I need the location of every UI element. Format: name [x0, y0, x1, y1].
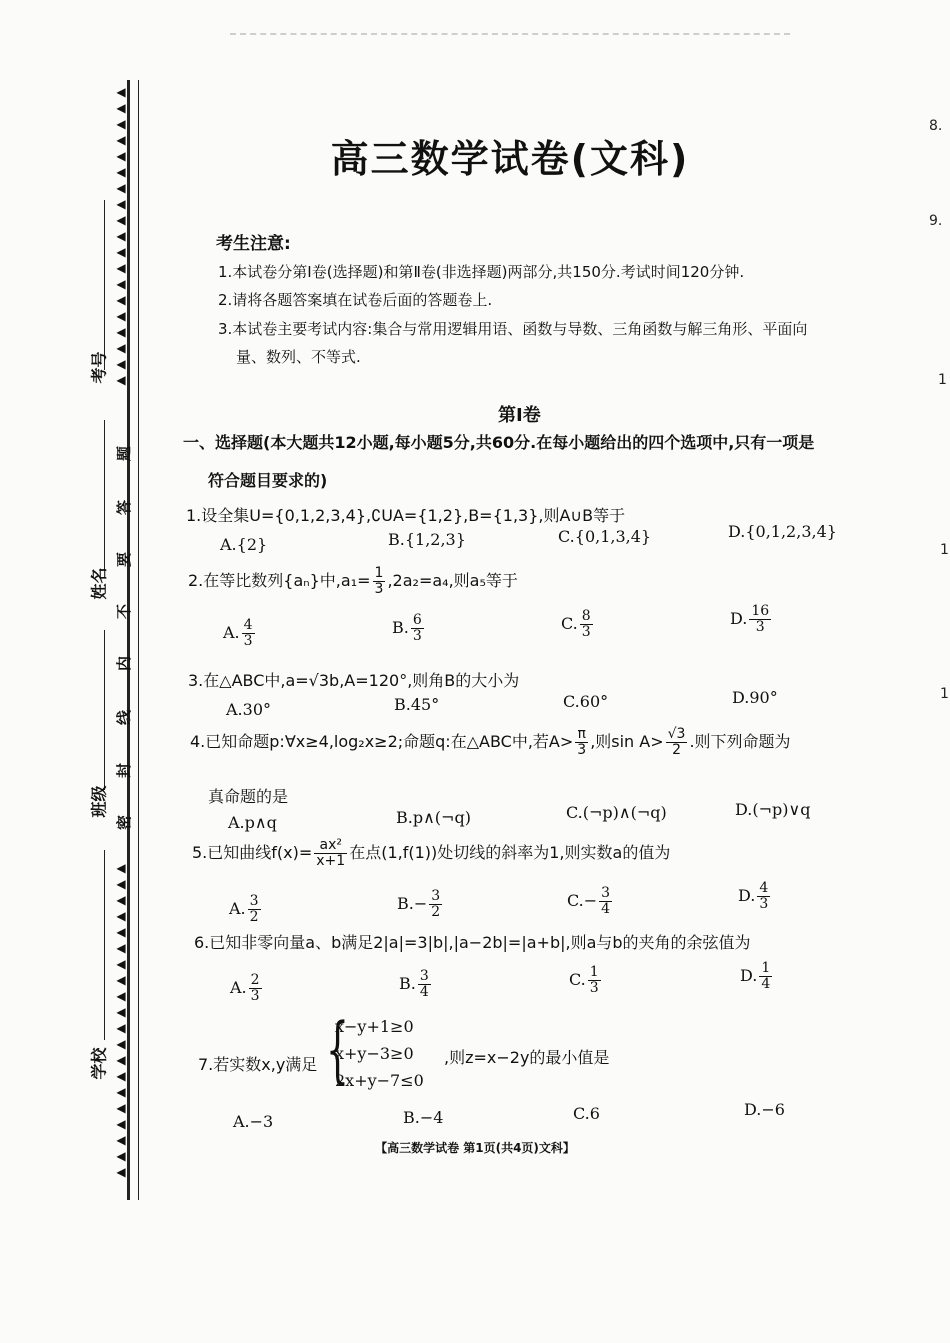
name-line[interactable]: [104, 420, 105, 570]
option-label: A.: [223, 623, 240, 642]
option-fraction: [248, 894, 261, 925]
frac-den: x+1: [316, 853, 346, 869]
question-6-stem: 6.已知非零向量a、b满足2|a|=3|b|,|a−2b|=|a+b|,则a与b的夹角的余弦值为: [194, 933, 751, 952]
frac-num: π: [575, 727, 588, 743]
seal-char: 不: [115, 603, 134, 620]
page-footer: 【高三数学试卷 第1页(共4页)文科】: [375, 1141, 575, 1155]
q4-fraction: [575, 727, 588, 758]
frac-den: 3: [755, 619, 765, 635]
q5-stem-text: 5.已知曲线f(x)=: [192, 843, 313, 862]
q2-stem-text: ,2a₂=a₄,则a₅等于: [387, 571, 518, 590]
edge-fragment: 1: [938, 372, 947, 388]
frac-num: 4: [243, 617, 253, 633]
question-2-stem: [188, 566, 518, 597]
frac-den: 3: [589, 980, 599, 996]
constraint: 2x+y−7≤0: [335, 1071, 424, 1090]
frac-num: ax²: [314, 838, 347, 854]
option-label: A.: [229, 899, 246, 918]
exam-number-label: 考号: [89, 351, 109, 384]
q3-option-a[interactable]: A.30°: [226, 700, 271, 719]
q7-option-a[interactable]: A.−3: [233, 1112, 274, 1131]
triangle-column-top: ◀ ◀ ◀ ◀ ◀ ◀ ◀ ◀ ◀ ◀ ◀ ◀ ◀ ◀ ◀ ◀ ◀ ◀ ◀: [116, 85, 126, 387]
option-label: D.: [738, 886, 756, 905]
option-fraction: [429, 889, 442, 920]
option-label: B.: [397, 894, 414, 913]
frac-num: 2: [250, 972, 260, 988]
frac-num: 8: [581, 608, 591, 624]
q2-option-a[interactable]: [223, 618, 257, 649]
seal-char: 要: [115, 551, 134, 568]
frac-den: 3: [374, 581, 384, 597]
constraint: x+y−3≥0: [335, 1044, 414, 1063]
frac-num: 1: [761, 960, 771, 976]
constraint-system: [335, 1017, 424, 1098]
notice-item: 2.请将各题答案填在试卷后面的答题卷上.: [218, 291, 493, 309]
class-label: 班级: [89, 785, 109, 818]
frac-den: 4: [419, 984, 429, 1000]
q4-stem-text: .则下列命题为: [689, 732, 791, 751]
option-fraction: [599, 886, 612, 917]
q6-option-b[interactable]: [399, 969, 433, 1000]
frac-num: 6: [412, 612, 422, 628]
frac-num: 3: [249, 893, 259, 909]
q2-option-d[interactable]: [730, 604, 773, 635]
frac-num: 3: [431, 888, 441, 904]
frac-den: 3: [412, 628, 422, 644]
seal-char: 密: [115, 814, 134, 831]
q2-option-b[interactable]: [392, 613, 426, 644]
option-label: C.: [567, 891, 584, 910]
class-line[interactable]: [104, 630, 105, 790]
q6-option-d[interactable]: [740, 961, 774, 992]
seal-char: 答: [115, 499, 134, 516]
edge-fragment: 9.: [929, 213, 943, 229]
notice-heading: 考生注意:: [216, 234, 291, 254]
option-label: C.: [569, 970, 586, 989]
q5-stem-text: 在点(1,f(1))处切线的斜率为1,则实数a的值为: [349, 843, 671, 862]
q1-option-b[interactable]: B.{1,2,3}: [388, 530, 466, 549]
part-heading-cont: 符合题目要求的): [208, 471, 328, 490]
q1-option-c[interactable]: C.{0,1,3,4}: [558, 527, 652, 546]
q3-option-b[interactable]: B.45°: [394, 695, 440, 714]
notice-item: 1.本试卷分第Ⅰ卷(选择题)和第Ⅱ卷(非选择题)两部分,共150分.考试时间120分钟.: [218, 263, 745, 281]
option-fraction: [588, 965, 601, 996]
page-title: 高三数学试卷(文科): [330, 137, 690, 181]
q6-option-a[interactable]: [230, 973, 264, 1004]
school-label: 学校: [89, 1047, 109, 1080]
frac-num: √3: [667, 726, 686, 742]
school-line[interactable]: [104, 850, 105, 1040]
edge-fragment: 1: [940, 542, 949, 558]
option-fraction: [249, 973, 262, 1004]
option-label: C.: [561, 614, 578, 633]
q2-stem-text: 2.在等比数列{aₙ}中,a₁=: [188, 571, 371, 590]
q5-option-c[interactable]: [567, 886, 614, 917]
seal-char: 题: [115, 445, 134, 462]
frac-den: 2: [431, 904, 441, 920]
notice-item: 3.本试卷主要考试内容:集合与常用逻辑用语、函数与导数、三角函数与解三角形、平面向: [218, 320, 808, 338]
frac-num: 1: [589, 964, 599, 980]
frac-den: 3: [250, 988, 260, 1004]
q6-option-c[interactable]: [569, 965, 603, 996]
q4-fraction: [666, 727, 688, 758]
option-label: A.: [230, 978, 247, 997]
seal-char: 线: [115, 709, 134, 726]
part-heading: 一、选择题(本大题共12小题,每小题5分,共60分.在每小题给出的四个选项中,只有一项是: [183, 433, 815, 452]
frac-num: 4: [759, 880, 769, 896]
q2-fraction: [373, 566, 386, 597]
frac-den: 2: [672, 742, 682, 758]
scan-artifact-line: [230, 33, 790, 37]
option-fraction: [411, 613, 424, 644]
frac-den: 2: [249, 909, 259, 925]
q1-option-d[interactable]: D.{0,1,2,3,4}: [728, 522, 837, 541]
question-1-stem: 1.设全集U={0,1,2,3,4},∁UA={1,2},B={1,3},则A∪B等于: [186, 506, 626, 525]
seal-char: 封: [115, 762, 134, 779]
q7-option-c[interactable]: C.6: [573, 1104, 600, 1123]
question-3-stem: 3.在△ABC中,a=√3b,A=120°,则角B的大小为: [188, 671, 520, 690]
question-7-stem-cont: ,则z=x−2y的最小值是: [444, 1048, 610, 1067]
q5-option-b[interactable]: [397, 889, 444, 920]
frac-den: 4: [761, 976, 771, 992]
name-label: 姓名: [89, 567, 109, 600]
q3-option-d[interactable]: D.90°: [732, 688, 778, 707]
question-4-stem-cont: 真命题的是: [208, 787, 289, 806]
question-5-stem: [192, 838, 670, 869]
frac-den: 3: [243, 633, 253, 649]
option-label: D.: [730, 609, 748, 628]
q4-option-a[interactable]: A.p∧q: [228, 813, 277, 832]
option-fraction: [418, 969, 431, 1000]
question-4-stem: [190, 727, 791, 758]
q4-option-d[interactable]: D.(¬p)∨q: [735, 800, 811, 819]
system-brace: {: [326, 1007, 349, 1091]
frac-den: 3: [581, 624, 591, 640]
frac-den: 4: [601, 901, 611, 917]
exam-number-line[interactable]: [104, 200, 105, 370]
triangle-column-bottom: ◀ ◀ ◀ ◀ ◀ ◀ ◀ ◀ ◀ ◀ ◀ ◀ ◀ ◀ ◀ ◀ ◀ ◀ ◀ ◀: [116, 861, 126, 1179]
edge-fragment: 1: [940, 686, 949, 702]
q4-stem-text: 4.已知命题p:∀x≥4,log₂x≥2;命题q:在△ABC中,若A>: [190, 732, 574, 751]
constraint: x−y+1≥0: [335, 1017, 414, 1036]
q7-option-d[interactable]: D.−6: [744, 1100, 785, 1119]
edge-fragment: 8.: [929, 118, 943, 134]
q4-option-b[interactable]: B.p∧(¬q): [396, 808, 471, 827]
q2-option-c[interactable]: [561, 609, 595, 640]
q4-stem-text: ,则sin A>: [590, 732, 664, 751]
q5-fraction: [314, 838, 347, 869]
q3-option-c[interactable]: C.60°: [563, 692, 609, 711]
option-sign: −: [413, 894, 428, 913]
seal-char: 内: [115, 655, 134, 672]
question-7-stem: 7.若实数x,y满足: [198, 1055, 318, 1074]
q5-option-a[interactable]: [229, 894, 263, 925]
option-sign: −: [583, 891, 598, 910]
frac-num: 16: [751, 603, 770, 619]
section-title: 第Ⅰ卷: [498, 405, 541, 426]
option-label: B.: [392, 618, 409, 637]
frac-num: 1: [374, 565, 384, 581]
option-fraction: [757, 881, 770, 912]
option-fraction: [242, 618, 255, 649]
frac-den: 3: [577, 742, 587, 758]
q7-option-b[interactable]: B.−4: [403, 1108, 444, 1127]
option-fraction: [749, 604, 771, 635]
frac-num: 3: [419, 968, 429, 984]
notice-item: 量、数列、不等式.: [236, 348, 361, 366]
option-label: D.: [740, 966, 758, 985]
option-fraction: [580, 609, 593, 640]
option-label: B.: [399, 974, 416, 993]
frac-num: 3: [601, 885, 611, 901]
option-fraction: [759, 961, 772, 992]
q5-option-d[interactable]: [738, 881, 772, 912]
frac-den: 3: [759, 896, 769, 912]
q4-option-c[interactable]: C.(¬p)∧(¬q): [566, 803, 667, 822]
q1-option-a[interactable]: A.{2}: [220, 535, 268, 554]
